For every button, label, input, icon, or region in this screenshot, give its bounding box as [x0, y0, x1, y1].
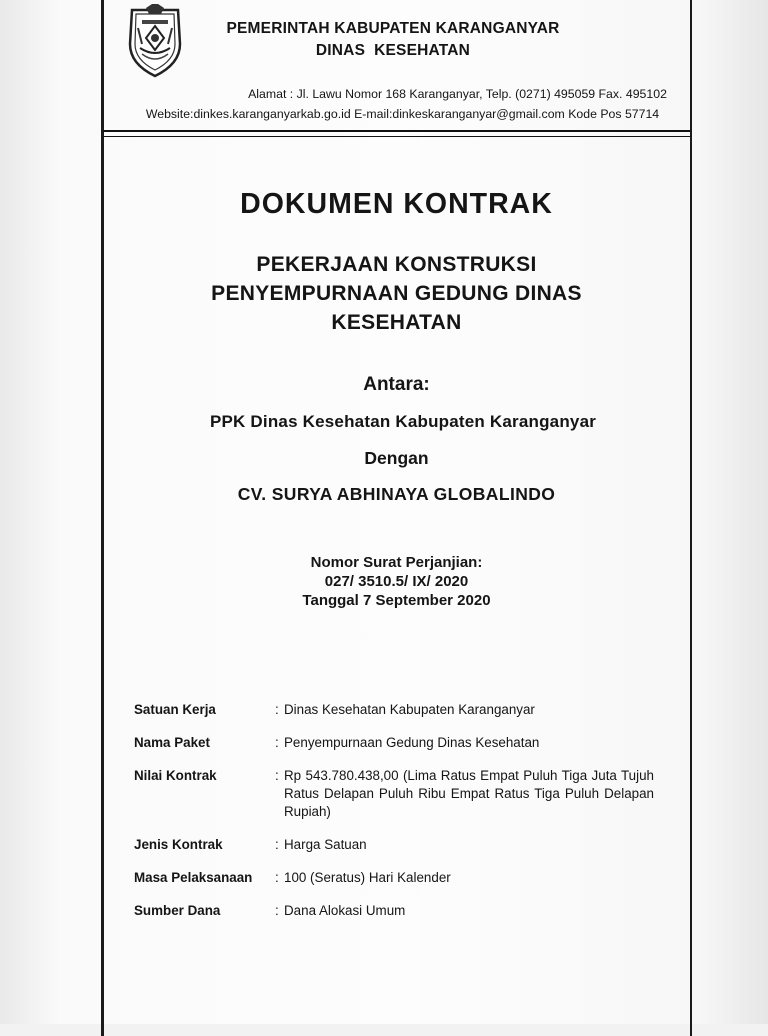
letterhead-divider-thick [103, 130, 690, 132]
detail-label: Nama Paket [134, 735, 210, 750]
second-party: CV. SURYA ABHINAYA GLOBALINDO [237, 484, 556, 504]
document-subtitle [103, 250, 690, 337]
letterhead [103, 0, 692, 131]
detail-row [134, 701, 654, 719]
regency-crest-icon [124, 4, 186, 78]
detail-row [134, 902, 654, 920]
detail-row [134, 767, 654, 821]
agreement-label: Nomor Surat Perjanjian: [310, 554, 483, 571]
detail-value: Harga Satuan [284, 837, 367, 852]
department-name: DINAS KESEHATAN [315, 42, 471, 59]
agency-name [203, 18, 583, 62]
first-party: PPK Dinas Kesehatan Kabupaten Karanganyar [209, 412, 597, 431]
detail-value: Dinas Kesehatan Kabupaten Karanganyar [284, 702, 535, 717]
agreement-block [103, 553, 690, 610]
government-name: PEMERINTAH KABUPATEN KARANGANYAR [226, 20, 560, 37]
detail-colon: : [275, 735, 279, 750]
website-email-line: Website:dinkes.karanganyarkab.go.id E-mail:dinkeskaranganyar@gmail.com Kode Pos 57714 [145, 107, 660, 121]
contract-details [134, 701, 654, 935]
detail-colon: : [275, 768, 279, 783]
agreement-number: 027/ 3510.5/ IX/ 2020 [324, 573, 469, 590]
detail-value: 100 (Seratus) Hari Kalender [284, 870, 451, 885]
agreement-date: Tanggal 7 September 2020 [302, 592, 491, 609]
detail-colon: : [275, 903, 279, 918]
detail-colon: : [275, 837, 279, 852]
detail-colon: : [275, 870, 279, 885]
letterhead-divider-thin [103, 136, 690, 137]
detail-label: Jenis Kontrak [134, 837, 223, 852]
subtitle-line-2: PENYEMPURNAAN GEDUNG DINAS [211, 282, 582, 305]
detail-row [134, 869, 654, 887]
subtitle-line-1: PEKERJAAN KONSTRUKSI [256, 253, 537, 276]
between-label: Antara: [363, 374, 430, 395]
subtitle-line-3: KESEHATAN [331, 311, 462, 334]
detail-colon: : [275, 702, 279, 717]
address-line: Alamat : Jl. Lawu Nomor 168 Karanganyar, Telp. (0271) 495059 Fax. 495102 [248, 87, 667, 101]
detail-label: Masa Pelaksanaan [134, 870, 253, 885]
detail-row [134, 734, 654, 752]
with-label: Dengan [364, 448, 429, 468]
detail-value: Rp 543.780.438,00 (Lima Ratus Empat Puluh Tiga Juta Tujuh Ratus Delapan Puluh Ribu Empat Ratus Tiga Puluh Delapan Rupiah) [284, 768, 654, 819]
document-title: DOKUMEN KONTRAK [240, 188, 553, 220]
detail-label: Nilai Kontrak [134, 768, 217, 783]
detail-label: Satuan Kerja [134, 702, 216, 717]
detail-value: Penyempurnaan Gedung Dinas Kesehatan [284, 735, 540, 750]
detail-label: Sumber Dana [134, 903, 221, 918]
detail-value: Dana Alokasi Umum [284, 903, 406, 918]
contact-info [103, 84, 692, 124]
detail-row [134, 836, 654, 854]
